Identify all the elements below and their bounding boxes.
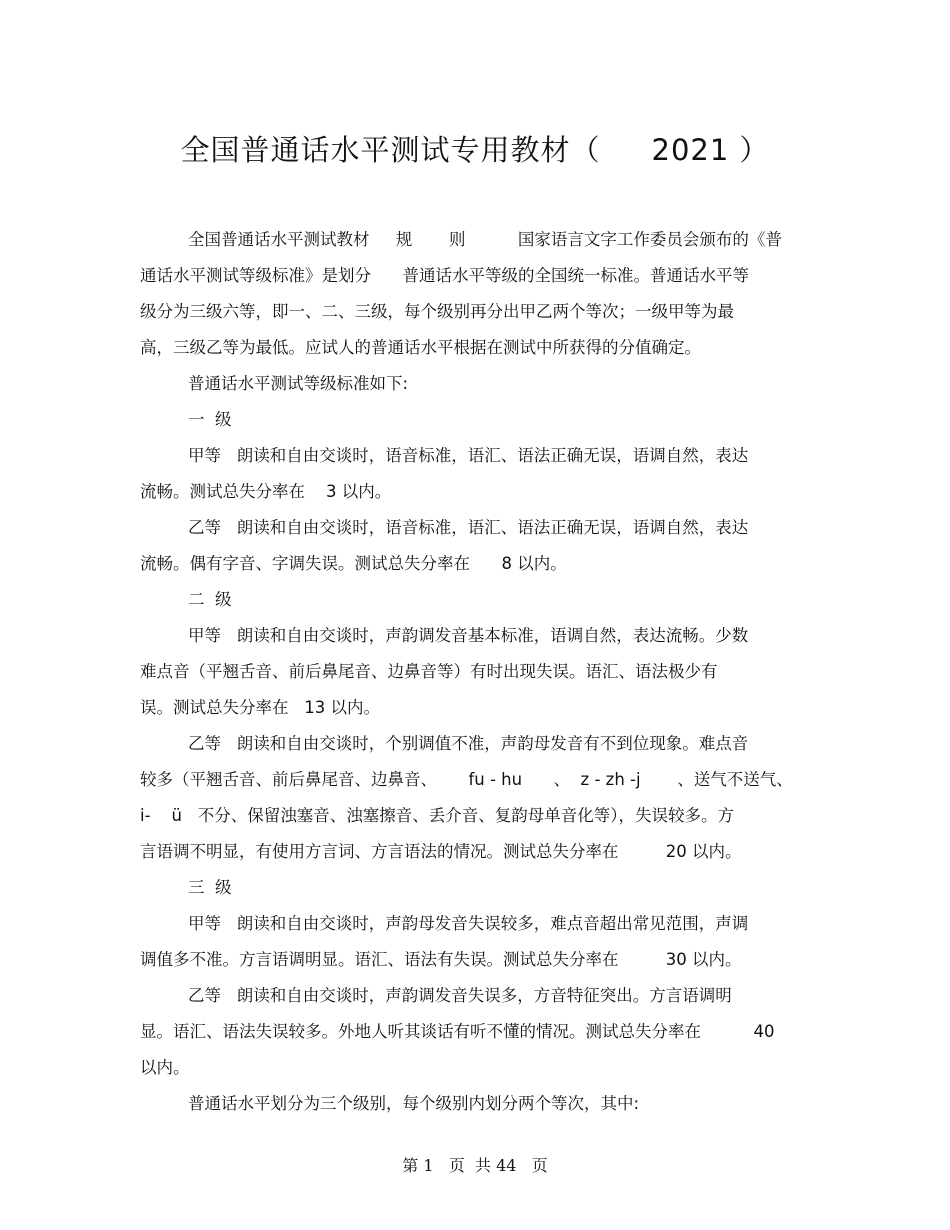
paragraph-line: 一 级 — [188, 410, 232, 429]
paragraph-line: i- ü 不分、保留浊塞音、浊塞擦音、丢介音、复韵母单音化等），失误较多。方 — [140, 806, 734, 825]
document-body — [140, 222, 800, 1122]
paragraph-line: 甲等 朗读和自由交谈时，语音标准，语汇、语法正确无误，语调自然，表达 — [188, 446, 749, 465]
paragraph-line: 甲等 朗读和自由交谈时，声韵调发音基本标准，语调自然，表达流畅。少数 — [188, 626, 749, 645]
paragraph-line: 难点音（平翘舌音、前后鼻尾音、边鼻音等）有时出现失误。语汇、语法极少有 — [140, 662, 718, 681]
paragraph-line: 误。测试总失分率在 13 以内。 — [140, 698, 380, 717]
paragraph-line: 乙等 朗读和自由交谈时，个别调值不准，声韵母发音有不到位现象。难点音 — [188, 734, 749, 753]
paragraph-line: 调值多不准。方言语调明显。语汇、语法有失误。测试总失分率在 30 以内。 — [140, 950, 742, 969]
paragraph-line: 二 级 — [188, 590, 232, 609]
paragraph-line: 乙等 朗读和自由交谈时，语音标准，语汇、语法正确无误，语调自然，表达 — [188, 518, 749, 537]
paragraph-line: 三 级 — [188, 878, 232, 897]
paragraph-line: 乙等 朗读和自由交谈时，声韵调发音失误多，方音特征突出。方言语调明 — [188, 986, 732, 1005]
paragraph-line: 全国普通话水平测试教材 规 则 国家语言文字工作委员会颁布的《普 — [188, 230, 782, 249]
paragraph-line: 高，三级乙等为最低。应试人的普通话水平根据在测试中所获得的分值确定。 — [140, 338, 701, 357]
paragraph-line: 显。语汇、语法失误较多。外地人听其谈话有听不懂的情况。测试总失分率在 40 — [140, 1022, 775, 1041]
paragraph-line: 甲等 朗读和自由交谈时，声韵母发音失误较多，难点音超出常见范围，声调 — [188, 914, 749, 933]
paragraph-line: 流畅。偶有字音、字调失误。测试总失分率在 8 以内。 — [140, 554, 567, 573]
paragraph-line: 普通话水平测试等级标准如下: — [188, 374, 409, 393]
page-footer: 第 1 页 共 44 页 — [402, 1156, 548, 1175]
paragraph-line: 流畅。测试总失分率在 3 以内。 — [140, 482, 392, 501]
document-title: 全国普通话水平测试专用教材（ 2021 ） — [180, 133, 770, 167]
paragraph-line: 言语调不明显，有使用方言词、方言语法的情况。测试总失分率在 20 以内。 — [140, 842, 742, 861]
paragraph-line: 以内。 — [140, 1058, 190, 1077]
paragraph-line: 普通话水平划分为三个级别，每个级别内划分两个等次，其中: — [188, 1094, 640, 1113]
paragraph-line: 较多（平翘舌音、前后鼻尾音、边鼻音、 fu - hu 、 z - zh -j 、送气不送气、 — [140, 770, 793, 789]
paragraph-line: 通话水平测试等级标准》是划分 普通话水平等级的全国统一标准。普通话水平等 — [140, 266, 749, 285]
paragraph-line: 级分为三级六等，即一、二、三级，每个级别再分出甲乙两个等次；一级甲等为最 — [140, 302, 734, 321]
